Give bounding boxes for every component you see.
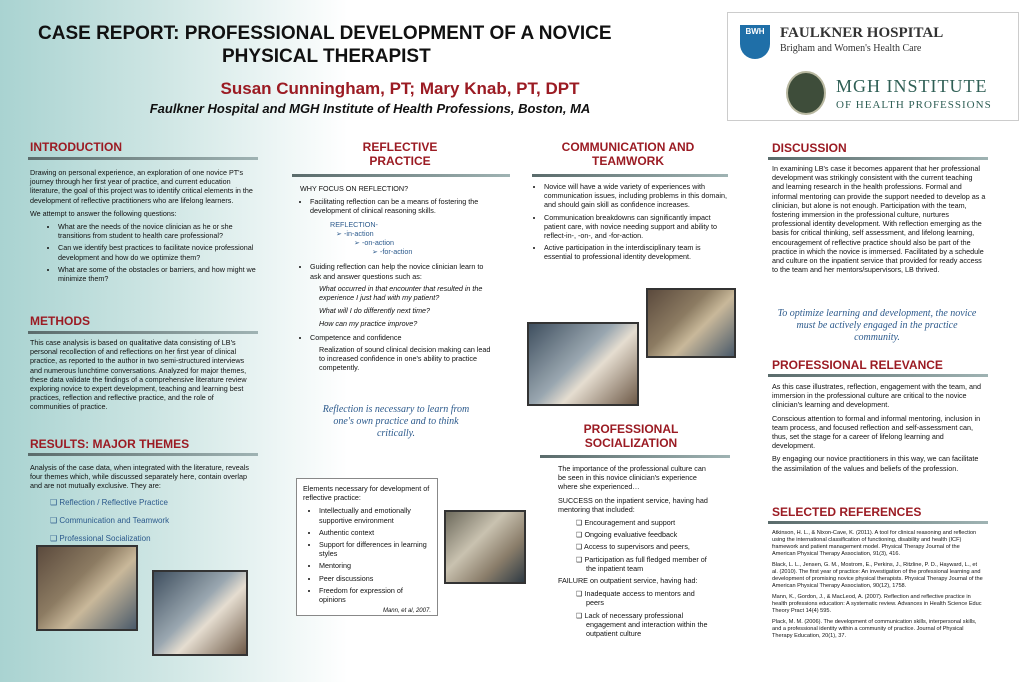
section-divider — [28, 453, 258, 456]
mgh-logo-tagline: OF HEALTH PROFESSIONS — [836, 99, 992, 111]
socialization-heading — [540, 422, 722, 450]
reflection-in-action: ➢ -in-action — [336, 228, 374, 238]
clinic-photo — [646, 288, 736, 358]
relevance-paragraph: By engaging our novice practitioners in this way, we can facilitate the assimilation of the values and beliefs of the profession. — [772, 454, 979, 473]
list-item: • Support for differences in learning styles — [319, 540, 431, 558]
methods-heading: METHODS — [30, 314, 90, 328]
reflective-elements-list — [303, 506, 431, 604]
results-paragraph: Analysis of the case data, when integrated with the literature, reveals four themes which, while discussed separately here, contain overlap and are not mutually exclusive. They are: — [30, 463, 249, 491]
socialization-success-lead: SUCCESS on the inpatient service, having had mentoring that included: — [558, 495, 708, 514]
socialization-heading-line2: SOCIALIZATION — [584, 436, 678, 450]
faulkner-logo-tagline: Brigham and Women's Health Care — [780, 43, 922, 54]
bwh-shield-logo: BWH — [740, 25, 770, 59]
reflective-heading — [300, 140, 500, 168]
section-divider — [28, 157, 258, 160]
logo-panel — [727, 12, 1019, 121]
relevance-body — [772, 382, 984, 477]
list-item: • Authentic context — [319, 528, 431, 537]
reflective-why: WHY FOCUS ON REFLECTION? — [300, 184, 409, 193]
socialization-heading-line1: PROFESSIONAL — [583, 422, 679, 436]
references-list — [772, 530, 984, 644]
mgh-seal-logo — [786, 71, 826, 115]
reflective-question: How can my practice improve? — [319, 319, 418, 329]
poster-title — [38, 22, 718, 68]
list-item: • Competence and confidence — [310, 333, 492, 342]
list-item: ❑ Access to supervisors and peers, — [586, 542, 712, 551]
discussion-quote: To optimize learning and development, the novice must be actively engaged in the practice community. — [777, 308, 977, 343]
references-heading: SELECTED REFERENCES — [772, 505, 922, 519]
communication-heading — [530, 140, 726, 168]
list-item: • What are the needs of the novice clinician as he or she transitions from student to health care professional? — [58, 222, 256, 240]
introduction-questions-lead: We attempt to answer the following questions: — [30, 208, 177, 218]
clinic-photo — [527, 322, 639, 406]
reflective-bullets — [300, 197, 492, 215]
title-line-2: PHYSICAL THERAPIST — [222, 46, 431, 67]
section-divider — [28, 331, 258, 334]
list-item: ❑ Lack of necessary professional engagement and interaction within the outpatient culture — [586, 611, 712, 639]
socialization-body — [558, 464, 712, 641]
relevance-paragraph: Conscious attention to formal and informal mentoring, inclusion in team process, and focused reflection and self-assessment can, thus, set the stage for a career of lifelong learning and development. — [772, 413, 981, 451]
socialization-failure-lead: FAILURE on outpatient service, having had: — [558, 576, 698, 586]
relevance-heading: PROFESSIONAL RELEVANCE — [772, 358, 943, 372]
list-item: • Mentoring — [319, 561, 431, 570]
results-body — [30, 463, 254, 549]
reflection-in-action-label: -in-action — [344, 228, 374, 238]
list-item: • Communication breakdowns can significantly impact patient care, with novice needing support and ability to reflect-in-, -on-, and -for-action. — [544, 213, 730, 241]
relevance-paragraph: As this case illustrates, reflection, engagement with the team, and immersion in the professional culture are critical to the novice clinician's learning and development. — [772, 382, 981, 410]
authors: Susan Cunningham, PT; Mary Knab, PT, DPT — [220, 79, 580, 98]
discussion-body: In examining LB's case it becomes apparent that her professional development was strikingly consistent with the current teaching and learning research in the health professions. Formal and informal mentoring can provide the support needed to develop as a clinician, but alone is not enough. Participation with the team, fostering immersion in the professional culture, nurtures professional identity development. With reflection emerging as the basis for critical thinking, self assessment, and lifelong learning, encouragement of reflective practice should also be part of the practice in which the novice is immersed. Facilitated by a schedule and culture on the inpatient service that provided for ready access to the team and her mentors/supervisors, LB thrived. — [772, 164, 986, 275]
reference-item: Plack, M. M. (2006). The development of communication skills, interpersonal skills, and a professional identity within a community of practice. Journal of Physical Therapy Education, 20(1), 37. — [772, 619, 977, 639]
list-item: ❑ Inadequate access to mentors and peers — [586, 589, 712, 607]
socialization-failure-list — [558, 589, 712, 638]
introduction-heading: INTRODUCTION — [30, 140, 122, 154]
reference-item: Atkinson, H. L., & Nixon-Cave, K. (2011). A tool for clinical reasoning and reflection using the international classification of functioning, disability and health (ICF) framework and patient management model. Physical Therapy Journal of the American Physical Therapy Association, 91(3), 416. — [772, 530, 977, 557]
list-item: ❑ Participation as full fledged member of the inpatient team — [586, 555, 712, 573]
reflective-quote: Reflection is necessary to learn from one's own practice and to think critically. — [322, 404, 470, 439]
reflection-types — [300, 220, 492, 257]
reflective-bullets-3 — [300, 333, 492, 342]
list-item: • Guiding reflection can help the novice clinician learn to ask and answer questions such as: — [310, 262, 492, 280]
section-divider — [532, 174, 728, 177]
clinic-photo — [36, 545, 138, 631]
introduction-paragraph: Drawing on personal experience, an exploration of one novice PT's journey through her first year of practice, and current education literature, the goal of this project was to identify critical elements in the development of reflective practitioners who are lifelong learners. — [30, 168, 253, 205]
list-item: ❑ Communication and Teamwork — [60, 513, 254, 528]
reflection-label: REFLECTION- — [330, 219, 378, 229]
reflective-questions — [300, 284, 492, 329]
mgh-logo-name: MGH INSTITUTE — [836, 76, 988, 96]
title-line-1: CASE REPORT: PROFESSIONAL DEVELOPMENT OF A NOVICE — [38, 23, 612, 44]
list-item: ❑ Professional Socialization — [60, 531, 254, 546]
reflective-elements-intro: Elements necessary for development of reflective practice: — [303, 484, 430, 503]
communication-heading-line1: COMMUNICATION AND — [561, 140, 695, 154]
list-item: • Can we identify best practices to facilitate novice professional development and how do we optimize them? — [58, 243, 256, 261]
clinic-photo — [152, 570, 248, 656]
discussion-heading: DISCUSSION — [772, 141, 847, 155]
socialization-success-list — [558, 518, 712, 573]
introduction-body — [30, 168, 256, 286]
results-themes — [30, 495, 254, 546]
section-divider — [292, 174, 510, 177]
reference-item: Mann, K., Gordon, J., & MacLeod, A. (2007). Reflection and reflective practice in health professions education: A systematic review. Advances in Health Science Educ Theory Pract 14(4) 595. — [772, 594, 982, 614]
communication-list — [534, 182, 730, 262]
section-divider — [768, 374, 988, 377]
list-item: • Freedom for expression of opinions — [319, 586, 431, 604]
reflective-question: What will I do differently next time? — [319, 306, 431, 316]
list-item: • Intellectually and emotionally supportive environment — [319, 506, 431, 524]
section-divider — [768, 521, 988, 524]
reflective-competence-text: Realization of sound clinical decision making can lead to increased confidence in one's ability to practice competently. — [319, 344, 491, 373]
reflective-heading-line1: REFLECTIVE — [362, 140, 438, 154]
affiliation: Faulkner Hospital and MGH Institute of Health Professions, Boston, MA — [149, 101, 591, 116]
results-heading: RESULTS: MAJOR THEMES — [30, 437, 190, 451]
socialization-intro: The importance of the professional culture can be seen in this novice clinician's experience where she experienced… — [558, 464, 706, 492]
clinic-photo — [444, 510, 526, 584]
reflection-on-action: ➢ -on-action — [354, 238, 394, 248]
reflective-elements-citation: Mann, et al, 2007. — [382, 608, 431, 615]
reflective-heading-line2: PRACTICE — [369, 154, 431, 168]
list-item: • Novice will have a wide variety of experiences with communication issues, including problems in this domain, and should gain skill as confidence increases. — [544, 182, 730, 210]
reflective-elements-box — [296, 478, 438, 616]
methods-body: This case analysis is based on qualitative data consisting of LB's personal recollection of and reflections on her first year of clinical practice, as reported to the author in two semi-structured interviews and numerous lunchtime conversations. Analyzed for major themes, these data validate the findings of a comprehensive literature review exploring novice to expert development, teaching and learning best practices, reflection and reflective practice, and the role of communities of practice. — [30, 338, 247, 412]
reflective-body — [300, 184, 492, 376]
list-item: ❑ Reflection / Reflective Practice — [60, 495, 254, 510]
introduction-questions — [30, 222, 256, 283]
reflective-question: What occurred in that encounter that resulted in the experience I just had with my patient? — [319, 283, 483, 303]
section-divider — [540, 455, 730, 458]
reflective-elements-content — [297, 479, 437, 621]
reflection-on-action-label: -on-action — [362, 238, 394, 248]
reflection-for-action: ➢ -for-action — [372, 247, 413, 257]
list-item: • Peer discussions — [319, 574, 431, 583]
list-item: • Active participation in the interdisciplinary team is essential to professional identity development. — [544, 243, 730, 261]
communication-body — [534, 182, 730, 265]
reference-item: Black, L. L., Jensen, G. M., Mostrom, E., Perkins, J., Ritzline, P. D., Hayward, L., et al. (2010). The first year of practice: An investigation of the professional learning and development of promising novice physical therapists. Physical Therapy Journal of the American Physical Therapy Association, 90(12), 1758. — [772, 562, 983, 589]
list-item: • Facilitating reflection can be a means of fostering the development of clinical reasoning skills. — [310, 197, 492, 215]
list-item: • What are some of the obstacles or barriers, and how might we minimize them? — [58, 265, 256, 283]
communication-heading-line2: TEAMWORK — [592, 154, 664, 168]
list-item: ❑ Encouragement and support — [586, 518, 712, 527]
list-item: ❑ Ongoing evaluative feedback — [586, 530, 712, 539]
faulkner-logo-name: FAULKNER HOSPITAL — [780, 25, 944, 41]
reflective-bullets-2 — [300, 262, 492, 280]
reflection-for-action-label: -for-action — [380, 247, 413, 257]
section-divider — [768, 157, 988, 160]
